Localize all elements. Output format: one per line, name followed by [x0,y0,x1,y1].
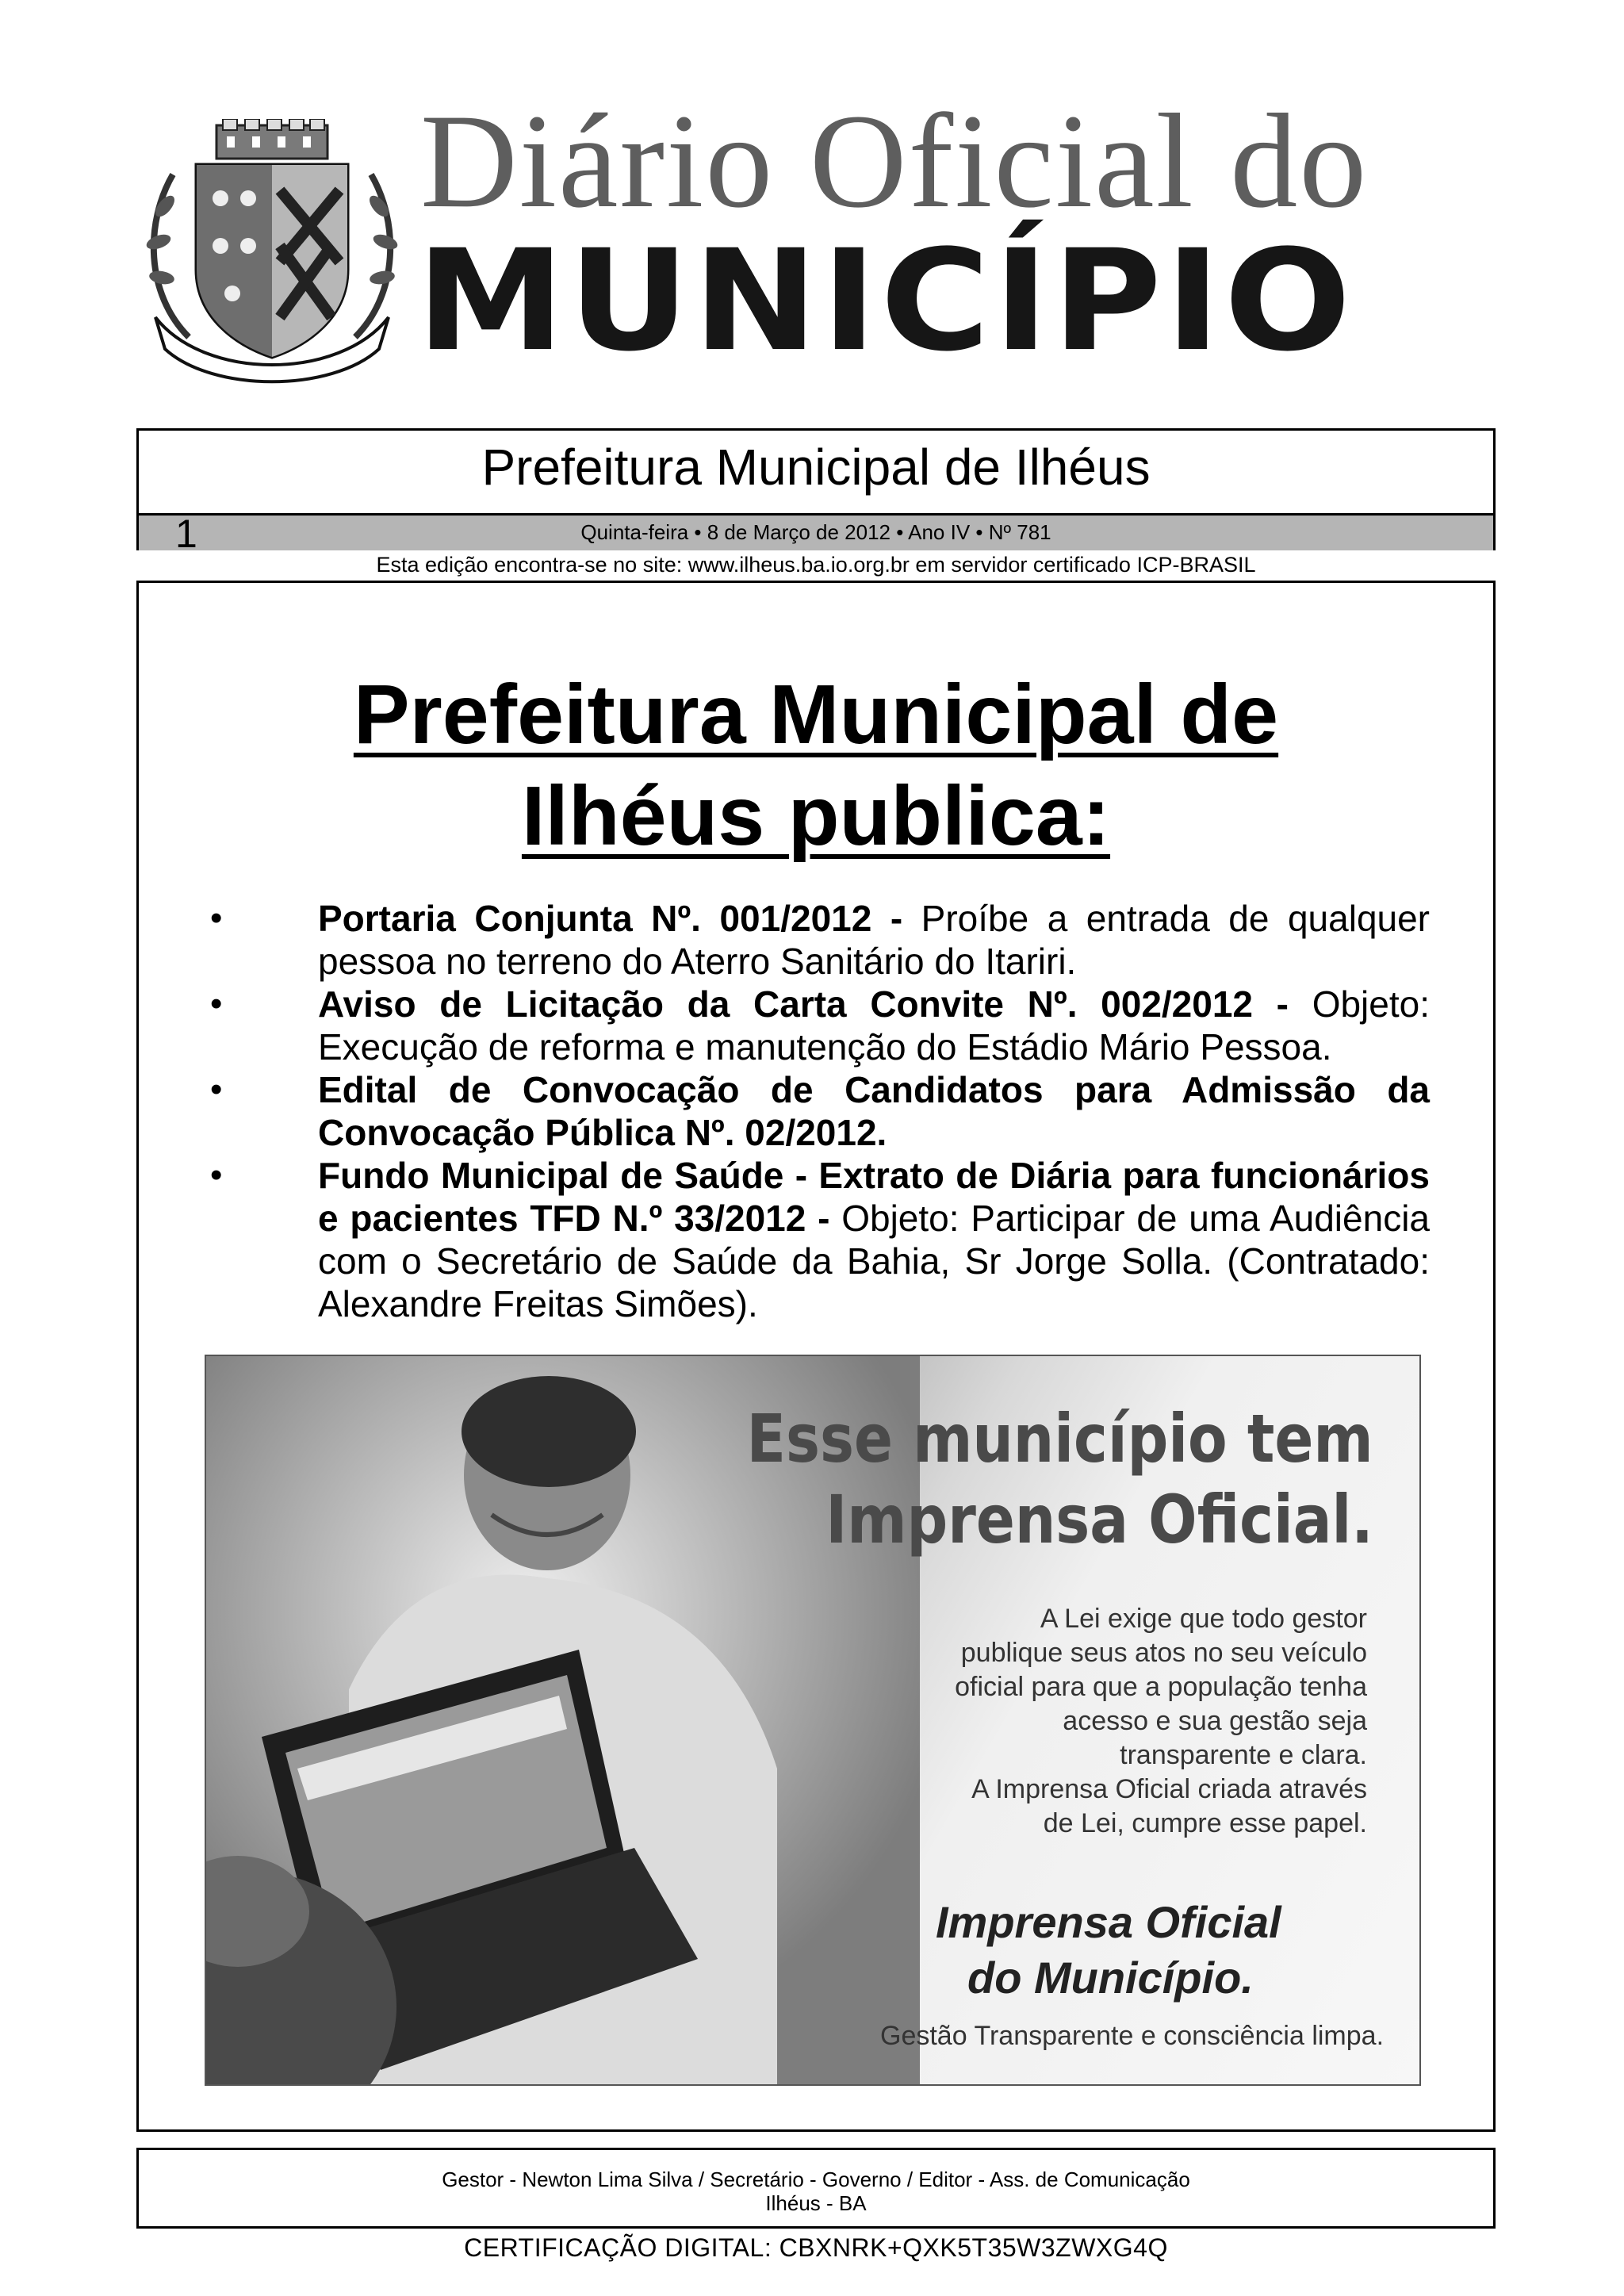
item-title: Aviso de Licitação da Carta Convite Nº. 002/2012 - [318,983,1289,1025]
ad-body-line: transparente e clara. [1120,1740,1367,1770]
footer-location: Ilhéus - BA [765,2191,867,2215]
bullet-icon: • [210,1156,223,1194]
main-heading [139,664,1493,867]
heading-line-2: Ilhéus publica: [521,769,1111,863]
page-number: 1 [175,512,197,556]
municipality-name: Prefeitura Municipal de Ilhéus [481,439,1151,496]
masthead-title-bottom: MUNICÍPIO [416,220,1354,382]
ad-tagline: Gestão Transparente e consciência limpa. [880,2021,1385,2051]
issue-info: Quinta-feira • 8 de Março de 2012 • Ano IV • Nº 781 [580,520,1051,544]
ad-body-line: acesso e sua gestão seja [1063,1706,1367,1736]
bullet-icon: • [210,899,223,937]
imprensa-oficial-advertisement [205,1355,1421,2086]
list-item [209,897,1430,983]
issue-bar [139,512,1493,556]
masthead-title-top: Diário Oficial do [420,86,1369,236]
bullet-icon: • [210,1070,223,1109]
list-item [209,983,1430,1068]
ad-headline-line-1: Esse município tem [746,1400,1373,1478]
item-title: Edital de Convocação de Candidatos para Admissão da Convocação Pública Nº. 02/2012. [318,1069,1430,1153]
footer-box [136,2148,1496,2229]
ad-body-line: oficial para que a população tenha [955,1672,1367,1702]
ad-body-line: A Lei exige que todo gestor [1040,1604,1367,1634]
digital-certification: CERTIFICAÇÃO DIGITAL: CBXNRK+QXK5T35W3ZWXG4Q [464,2233,1168,2262]
list-item [209,1154,1430,1325]
item-text: Proíbe a entrada de qualquer pessoa no terreno do Aterro Sanitário do Itariri. [318,898,1431,982]
ad-body-line: de Lei, cumpre esse papel. [1043,1808,1367,1838]
header-box [136,428,1496,556]
bullet-icon: • [210,984,223,1023]
list-item [209,1068,1430,1154]
municipal-crest-logo [141,119,403,389]
heading-line-1: Prefeitura Municipal de [353,668,1279,761]
ad-headline-line-2: Imprensa Oficial. [825,1481,1373,1558]
ad-body-line: A Imprensa Oficial criada através [971,1774,1367,1804]
item-text: Objeto: Execução de reforma e manutenção do Estádio Mário Pessoa. [318,983,1431,1068]
item-title: Portaria Conjunta Nº. 001/2012 - [318,898,903,939]
site-line: Esta edição encontra-se no site: www.ilheus.ba.io.org.br em servidor certificado ICP-BRASIL [376,553,1256,577]
item-text: Objeto: Participar de uma Audiência com o Secretário de Saúde da Bahia, Sr Jorge Solla. (Contratado: Alexandre Freitas Simões). [318,1198,1430,1324]
ad-body-line: publique seus atos no seu veículo [960,1638,1367,1668]
ad-brand-line-2: do Município. [967,1953,1254,2003]
ad-brand-line-1: Imprensa Oficial [936,1897,1281,1947]
footer-credits: Gestor - Newton Lima Silva / Secretário - Governo / Editor - Ass. de Comunicação [442,2168,1190,2191]
ad-body-text [860,1602,1367,1841]
item-title: Fundo Municipal de Saúde - Extrato de Diária para funcionários e pacientes TFD N.º 33/2012 - [318,1155,1430,1239]
publication-list [209,897,1430,1325]
